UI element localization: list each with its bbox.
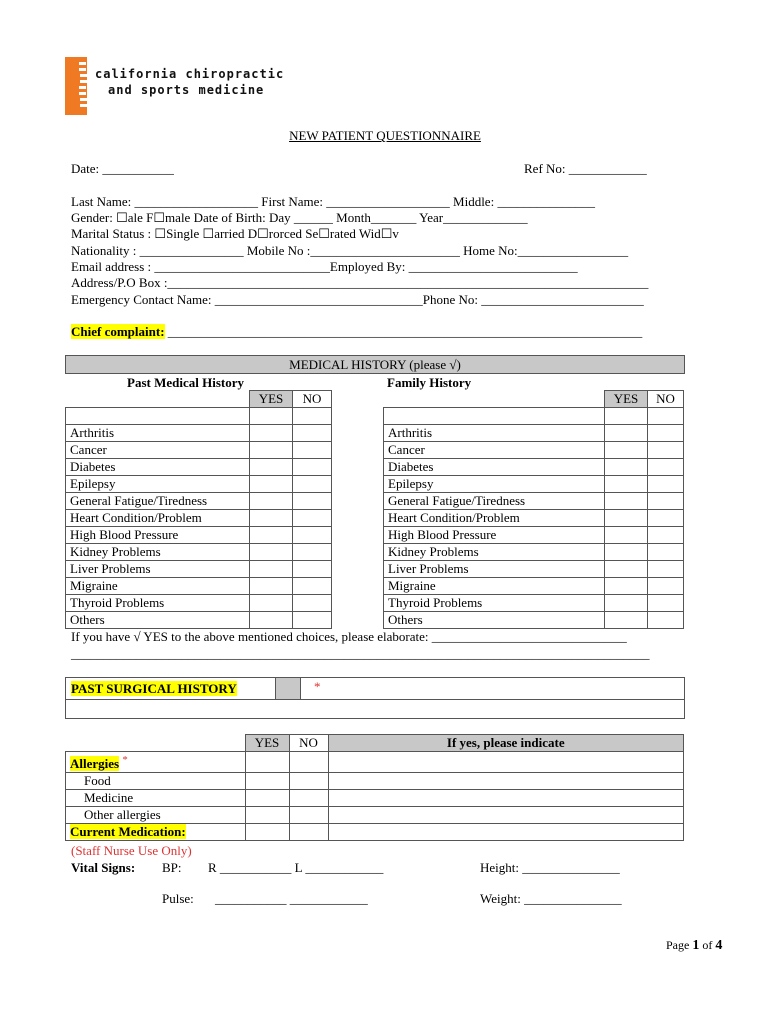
yes-cell[interactable]: [605, 578, 648, 595]
surgical-label-cell: [66, 678, 276, 700]
medical-history-title: MEDICAL HISTORY (please √): [289, 357, 461, 372]
condition-row: [66, 612, 332, 629]
no-header: NO: [648, 391, 684, 408]
yes-cell[interactable]: [250, 510, 293, 527]
condition-label: Arthritis: [66, 425, 250, 442]
yes-cell[interactable]: [250, 408, 293, 425]
condition-label: Others: [384, 612, 605, 629]
of-word: of: [702, 938, 713, 952]
no-cell[interactable]: [289, 790, 328, 807]
condition-row: [384, 459, 684, 476]
indicate-cell[interactable]: [328, 824, 684, 841]
yes-cell[interactable]: [245, 807, 289, 824]
past-medical-title: Past Medical History: [127, 375, 244, 390]
no-cell[interactable]: [648, 561, 684, 578]
family-history-title: Family History: [387, 375, 472, 390]
condition-row: [66, 442, 332, 459]
yes-cell[interactable]: [250, 544, 293, 561]
condition-label: Diabetes: [66, 459, 250, 476]
chief-complaint-line[interactable]: [71, 324, 642, 340]
yes-cell[interactable]: [605, 442, 648, 459]
yes-cell[interactable]: [250, 442, 293, 459]
condition-label: Arthritis: [384, 425, 605, 442]
no-cell[interactable]: [648, 408, 684, 425]
yes-cell[interactable]: [605, 561, 648, 578]
spine-icon: [78, 60, 88, 112]
allergy-table: [65, 734, 684, 841]
allergies-row-label: [66, 752, 246, 773]
no-cell[interactable]: [293, 595, 332, 612]
no-cell[interactable]: [289, 773, 328, 790]
allergies-required-star: *: [122, 754, 128, 766]
yes-cell[interactable]: [605, 544, 648, 561]
yes-cell[interactable]: [250, 595, 293, 612]
gender-dob-line[interactable]: Gender: ☐ale F☐male Date of Birth: Day ______ Month_______ Year_____________: [71, 210, 528, 225]
weight-field[interactable]: Weight: _______________: [480, 891, 622, 906]
yes-cell[interactable]: [605, 527, 648, 544]
surgical-required-star: *: [314, 679, 321, 694]
condition-label: Epilepsy: [384, 476, 605, 493]
no-cell[interactable]: [293, 459, 332, 476]
condition-row: [384, 578, 684, 595]
current-medication-label: Current Medication:: [70, 824, 186, 840]
chief-complaint-blank: _________________________________________________________________________: [164, 324, 643, 339]
no-cell[interactable]: [648, 595, 684, 612]
pulse-fields[interactable]: ___________ ____________: [215, 891, 368, 906]
condition-label: Cancer: [66, 442, 250, 459]
condition-label: Others: [66, 612, 250, 629]
yes-cell[interactable]: [605, 510, 648, 527]
ref-field[interactable]: Ref No: ____________: [524, 161, 647, 176]
staff-note: (Staff Nurse Use Only): [71, 843, 192, 858]
email-line[interactable]: Email address : ___________________________Employed By: __________________________: [71, 259, 578, 274]
yes-cell[interactable]: [605, 476, 648, 493]
yes-cell[interactable]: [605, 459, 648, 476]
condition-label: Heart Condition/Problem: [66, 510, 250, 527]
surgical-history-box: [65, 677, 685, 719]
condition-label: Cancer: [384, 442, 605, 459]
bp-fields[interactable]: R ___________ L ____________: [208, 860, 384, 875]
condition-row: [384, 595, 684, 612]
no-cell[interactable]: [289, 824, 328, 841]
condition-row: [66, 459, 332, 476]
yes-cell[interactable]: [250, 425, 293, 442]
no-cell[interactable]: [289, 807, 328, 824]
no-cell[interactable]: [293, 544, 332, 561]
no-cell[interactable]: [648, 527, 684, 544]
condition-row: [66, 425, 332, 442]
condition-label: Liver Problems: [384, 561, 605, 578]
yes-cell[interactable]: [605, 493, 648, 510]
condition-label: Heart Condition/Problem: [384, 510, 605, 527]
condition-label: Kidney Problems: [66, 544, 250, 561]
medical-history-header: [65, 355, 685, 374]
blank-cell: [66, 735, 246, 752]
condition-label: Liver Problems: [66, 561, 250, 578]
surgical-grey-cell: [276, 678, 301, 700]
yes-cell[interactable]: [605, 595, 648, 612]
yes-cell[interactable]: [245, 773, 289, 790]
no-cell[interactable]: [648, 544, 684, 561]
no-cell[interactable]: [293, 425, 332, 442]
condition-row: [384, 612, 684, 629]
condition-row: [384, 527, 684, 544]
yes-header: YES: [605, 391, 648, 408]
no-cell[interactable]: [648, 510, 684, 527]
emergency-contact-line[interactable]: Emergency Contact Name: ________________________________Phone No: _________________________: [71, 292, 644, 307]
current-medication-row-label: [66, 824, 246, 841]
no-cell[interactable]: [648, 425, 684, 442]
yes-cell[interactable]: [250, 476, 293, 493]
allergy-item: Food: [66, 773, 246, 790]
address-line[interactable]: Address/P.O Box :__________________________________________________________________________: [71, 275, 649, 290]
no-header: NO: [293, 391, 332, 408]
page-current: 1: [692, 938, 700, 953]
vital-signs-label: Vital Signs:: [71, 860, 136, 875]
yes-cell[interactable]: [605, 408, 648, 425]
yes-cell[interactable]: [250, 493, 293, 510]
condition-label: Diabetes: [384, 459, 605, 476]
yes-cell[interactable]: [250, 561, 293, 578]
logo-text-line2: and sports medicine: [108, 83, 265, 97]
no-cell[interactable]: [293, 561, 332, 578]
yes-cell[interactable]: [250, 527, 293, 544]
no-cell[interactable]: [289, 752, 328, 773]
condition-label: High Blood Pressure: [384, 527, 605, 544]
bp-label: BP:: [162, 860, 182, 875]
yes-header: YES: [245, 735, 289, 752]
allergy-item: Other allergies: [66, 807, 246, 824]
family-history-table: [383, 390, 684, 629]
elaborate-line1[interactable]: If you have √ YES to the above mentioned choices, please elaborate: ______________________________: [71, 629, 627, 644]
blank-cell: [384, 391, 605, 408]
chief-complaint-label: Chief complaint:: [71, 324, 165, 339]
date-field[interactable]: Date: ___________: [71, 161, 174, 176]
no-cell[interactable]: [293, 408, 332, 425]
no-cell[interactable]: [648, 612, 684, 629]
yes-cell[interactable]: [250, 578, 293, 595]
condition-row: [384, 476, 684, 493]
no-cell[interactable]: [293, 476, 332, 493]
indicate-header: If yes, please indicate: [328, 735, 684, 752]
indicate-cell[interactable]: [328, 807, 684, 824]
no-cell[interactable]: [293, 578, 332, 595]
condition-row: [384, 442, 684, 459]
condition-label: Kidney Problems: [384, 544, 605, 561]
condition-label: Thyroid Problems: [384, 595, 605, 612]
spacer-cell: [66, 408, 250, 425]
nationality-line[interactable]: Nationality : ________________ Mobile No :_______________________ Home No:_________________: [71, 243, 629, 258]
spacer-cell: [384, 408, 605, 425]
marital-status-line[interactable]: Marital Status : ☐Single ☐arried D☐rorced Se☐rated Wid☐v: [71, 226, 399, 241]
condition-row: [384, 510, 684, 527]
yes-cell[interactable]: [605, 612, 648, 629]
condition-row: [66, 527, 332, 544]
no-cell[interactable]: [293, 442, 332, 459]
past-medical-table: [65, 390, 332, 629]
no-cell[interactable]: [648, 578, 684, 595]
height-field[interactable]: Height: _______________: [480, 860, 620, 875]
allergies-label: Allergies: [70, 756, 120, 772]
page-title: NEW PATIENT QUESTIONNAIRE: [289, 128, 481, 143]
page-word: Page: [666, 938, 690, 952]
condition-label: General Fatigue/Tiredness: [384, 493, 605, 510]
condition-row: [66, 595, 332, 612]
pulse-label: Pulse:: [162, 891, 194, 906]
no-header: NO: [289, 735, 328, 752]
condition-row: [66, 510, 332, 527]
condition-row: [66, 493, 332, 510]
no-cell[interactable]: [293, 493, 332, 510]
condition-row: [384, 544, 684, 561]
page-total: 4: [715, 938, 723, 953]
condition-row: [66, 578, 332, 595]
condition-row: [66, 561, 332, 578]
logo-text-line1: california chiropractic: [95, 67, 285, 81]
no-cell[interactable]: [648, 476, 684, 493]
no-cell[interactable]: [648, 459, 684, 476]
yes-header: YES: [250, 391, 293, 408]
no-cell[interactable]: [648, 493, 684, 510]
condition-row: [384, 425, 684, 442]
yes-cell[interactable]: [245, 824, 289, 841]
condition-row: [66, 476, 332, 493]
condition-row: [66, 544, 332, 561]
condition-row: [384, 493, 684, 510]
no-cell[interactable]: [293, 510, 332, 527]
blank-cell: [66, 391, 250, 408]
indicate-cell[interactable]: [328, 790, 684, 807]
yes-cell[interactable]: [250, 459, 293, 476]
yes-cell[interactable]: [250, 612, 293, 629]
yes-cell[interactable]: [605, 425, 648, 442]
yes-cell[interactable]: [245, 752, 289, 773]
allergy-item: Medicine: [66, 790, 246, 807]
indicate-cell[interactable]: [328, 773, 684, 790]
no-cell[interactable]: [648, 442, 684, 459]
elaborate-line2[interactable]: _________________________________________________________________________________________: [71, 646, 650, 661]
condition-label: General Fatigue/Tiredness: [66, 493, 250, 510]
no-cell[interactable]: [293, 612, 332, 629]
condition-label: Thyroid Problems: [66, 595, 250, 612]
condition-label: Migraine: [384, 578, 605, 595]
condition-label: Migraine: [66, 578, 250, 595]
name-line[interactable]: Last Name: ___________________ First Name: ___________________ Middle: _______________: [71, 194, 595, 209]
indicate-cell[interactable]: [328, 752, 684, 773]
surgical-entry-cell[interactable]: [301, 678, 684, 700]
condition-label: Epilepsy: [66, 476, 250, 493]
condition-label: High Blood Pressure: [66, 527, 250, 544]
condition-row: [384, 561, 684, 578]
surgical-history-label: PAST SURGICAL HISTORY: [71, 681, 237, 696]
no-cell[interactable]: [293, 527, 332, 544]
page-number: [666, 938, 722, 954]
yes-cell[interactable]: [245, 790, 289, 807]
